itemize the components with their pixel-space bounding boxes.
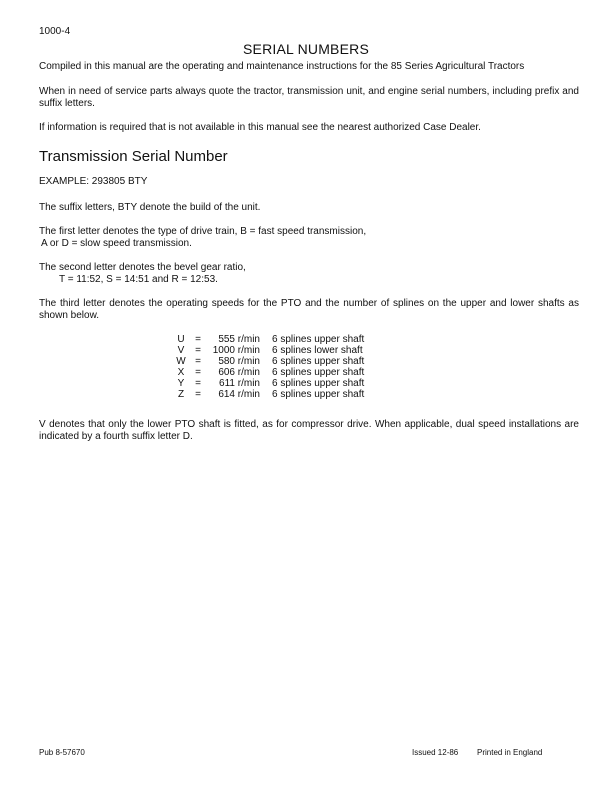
section-heading: Transmission Serial Number xyxy=(39,148,228,165)
first-letter-line-1: The first letter denotes the type of drive train, B = fast speed transmission, xyxy=(39,226,367,237)
pto-equals: = xyxy=(195,356,201,367)
page-number: 1000-4 xyxy=(39,26,71,37)
pto-speed: 555 r/min xyxy=(218,334,260,345)
pto-letter: V xyxy=(177,345,185,356)
pto-letter: Y xyxy=(177,378,185,389)
second-letter-line-1: The second letter denotes the bevel gear ratio, xyxy=(39,262,246,273)
pto-equals: = xyxy=(195,345,201,356)
pto-splines: 6 splines lower shaft xyxy=(272,345,363,356)
page-title: SERIAL NUMBERS xyxy=(243,41,369,57)
pto-equals: = xyxy=(195,334,201,345)
pto-splines: 6 splines upper shaft xyxy=(272,389,365,400)
pto-letter: W xyxy=(176,356,186,367)
pto-speed: 606 r/min xyxy=(218,367,260,378)
intro-paragraph-3: If information is required that is not available in this manual see the nearest authorized Case Dealer. xyxy=(39,122,481,133)
table-row xyxy=(172,378,364,389)
pto-equals: = xyxy=(195,378,201,389)
pto-speed-table xyxy=(172,334,364,400)
pto-splines: 6 splines upper shaft xyxy=(272,334,365,345)
closing-paragraph: V denotes that only the lower PTO shaft is fitted, as for compressor drive. When applicable, dual speed installations are indicated by a fourth suffix letter D. xyxy=(39,419,579,442)
pto-splines: 6 splines upper shaft xyxy=(272,367,365,378)
table-row xyxy=(172,367,364,378)
pto-letter: Z xyxy=(177,389,185,400)
table-row xyxy=(172,389,364,400)
table-row xyxy=(172,356,364,367)
second-letter-paragraph xyxy=(39,262,579,286)
pto-speed: 1000 r/min xyxy=(212,345,260,356)
example-line: EXAMPLE: 293805 BTY xyxy=(39,176,148,187)
footer-printed: Printed in England xyxy=(477,748,543,757)
suffix-note: The suffix letters, BTY denote the build of the unit. xyxy=(39,202,261,213)
second-letter-line-2: T = 11:52, S = 14:51 and R = 12:53. xyxy=(59,274,218,285)
pto-letter: X xyxy=(177,367,185,378)
pto-equals: = xyxy=(195,389,201,400)
pto-equals: = xyxy=(195,367,201,378)
table-row xyxy=(172,345,364,356)
intro-paragraph-2: When in need of service parts always quote the tractor, transmission unit, and engine serial numbers, including prefix and suffix letters. xyxy=(39,86,579,109)
first-letter-line-2: A or D = slow speed transmission. xyxy=(41,238,192,249)
pto-splines: 6 splines upper shaft xyxy=(272,378,365,389)
pto-speed: 611 r/min xyxy=(219,378,260,389)
table-row xyxy=(172,334,364,345)
pto-letter: U xyxy=(177,334,185,345)
third-letter-paragraph: The third letter denotes the operating speeds for the PTO and the number of splines on the upper and lower shafts as shown below. xyxy=(39,298,579,321)
pto-speed: 614 r/min xyxy=(218,389,260,400)
pto-splines: 6 splines upper shaft xyxy=(272,356,365,367)
pto-speed: 580 r/min xyxy=(218,356,260,367)
intro-paragraph-1: Compiled in this manual are the operating and maintenance instructions for the 85 Series Agricultural Tractors xyxy=(39,61,525,72)
first-letter-paragraph xyxy=(39,226,579,250)
footer-issued: Issued 12-86 xyxy=(412,748,459,757)
footer-publication: Pub 8-57670 xyxy=(39,748,85,757)
